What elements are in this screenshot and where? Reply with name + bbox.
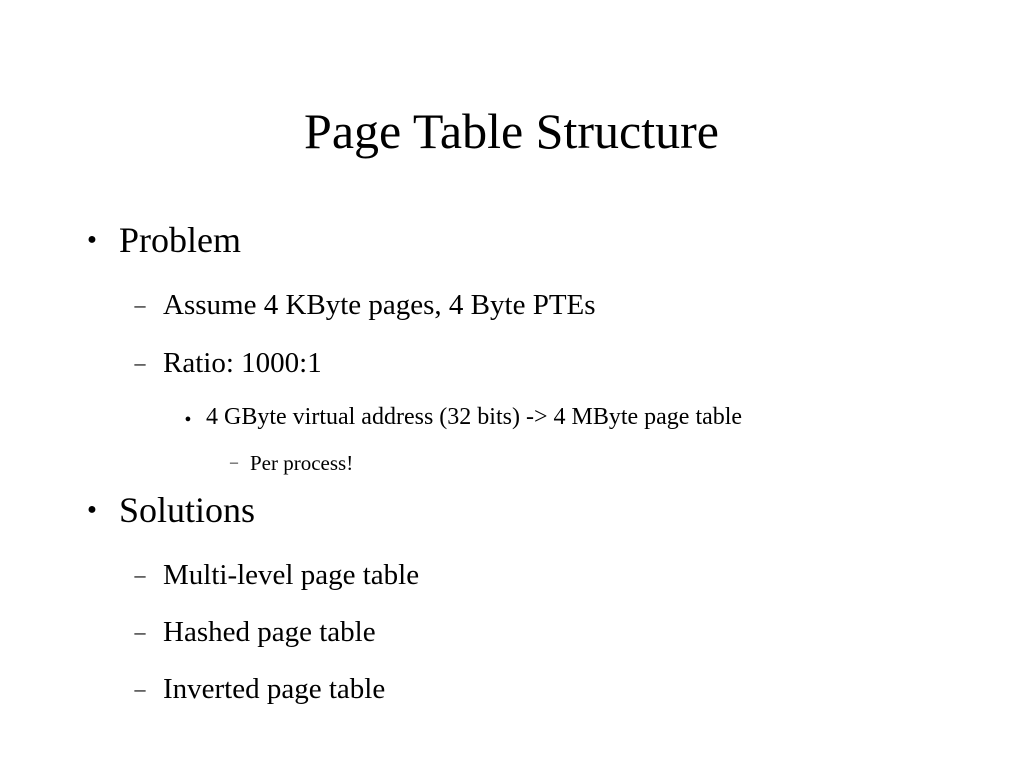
bullet-icon: ●	[184, 413, 192, 425]
dash-icon: –	[134, 619, 146, 644]
bullet-icon: ●	[87, 231, 97, 248]
dash-icon: –	[230, 454, 238, 471]
bullet-text: Problem	[119, 220, 241, 260]
sub-item-text: Assume 4 KByte pages, 4 Byte PTEs	[163, 289, 596, 321]
sub-item-text: Ratio: 1000:1	[163, 347, 322, 379]
slide-title: Page Table Structure	[304, 103, 719, 159]
dash-icon: –	[134, 676, 146, 701]
bullet-text: Solutions	[119, 490, 256, 530]
sub-sub-sub-item-text: Per process!	[250, 451, 354, 475]
dash-icon: –	[134, 292, 146, 317]
sub-sub-item-text: 4 GByte virtual address (32 bits) -> 4 MByte page table	[206, 404, 743, 430]
dash-icon: –	[134, 350, 146, 375]
sub-item-text: Hashed page table	[163, 616, 376, 648]
bullet-icon: ●	[87, 501, 97, 518]
dash-icon: –	[134, 562, 146, 587]
sub-item-text: Multi-level page table	[163, 559, 420, 591]
sub-item-text: Inverted page table	[163, 673, 386, 705]
